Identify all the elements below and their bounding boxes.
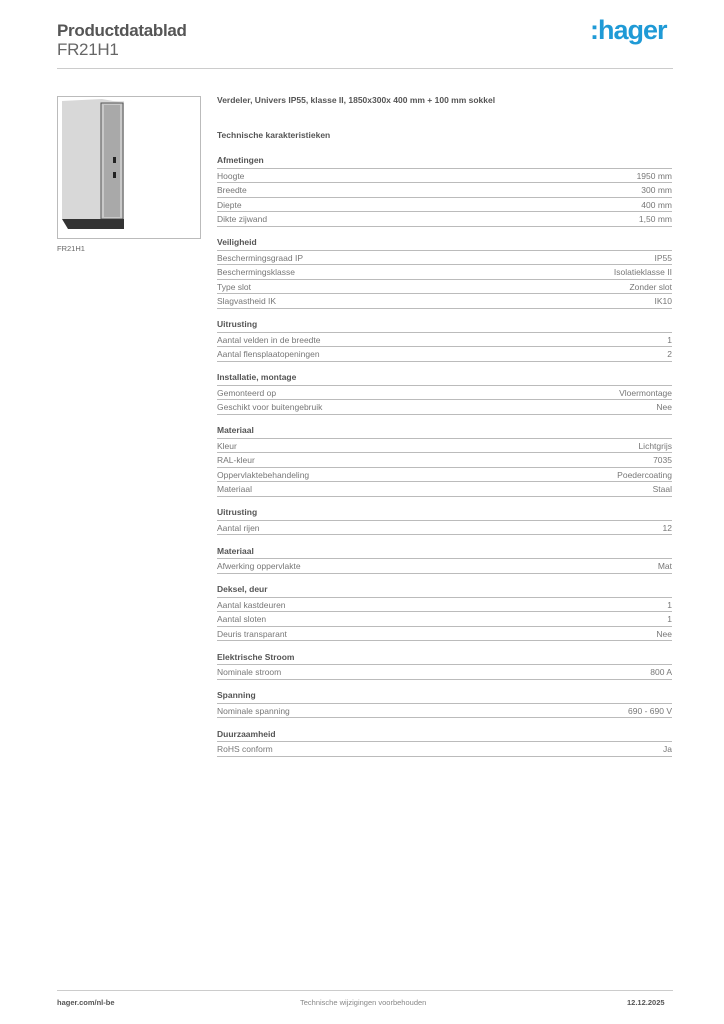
spec-row: [217, 333, 672, 348]
spec-label: RoHS conform: [217, 744, 273, 754]
spec-label: Beschermingsgraad IP: [217, 252, 303, 263]
spec-label: Oppervlaktebehandeling: [217, 469, 310, 480]
spec-section: [217, 582, 672, 641]
product-image: [57, 96, 201, 239]
spec-row: [217, 704, 672, 719]
footer-divider: [57, 990, 673, 991]
section-heading: Installatie, montage: [217, 370, 672, 386]
spec-section: [217, 423, 672, 497]
spec-value: Nee: [656, 628, 672, 639]
spec-value: 2: [667, 349, 672, 359]
spec-value: 1,50 mm: [638, 214, 672, 224]
footer-date: 12.12.2025: [627, 998, 665, 1007]
spec-row: [217, 612, 672, 627]
spec-row: [217, 265, 672, 280]
spec-row: [217, 439, 672, 454]
spec-value: Staal: [652, 484, 672, 494]
spec-label: Gemonteerd op: [217, 387, 277, 398]
spec-row: [217, 251, 672, 266]
spec-section: [217, 153, 672, 227]
spec-value: IP55: [654, 252, 672, 263]
section-heading: Afmetingen: [217, 153, 672, 169]
spec-row: [217, 627, 672, 642]
spec-value: Vloermontage: [619, 387, 672, 398]
section-heading: Spanning: [217, 688, 672, 704]
spec-row: [217, 665, 672, 680]
spec-row: [217, 559, 672, 574]
spec-label: Slagvastheid IK: [217, 296, 277, 306]
spec-value: 1: [667, 599, 672, 610]
spec-section: [217, 650, 672, 680]
spec-table: [217, 153, 672, 765]
spec-row: [217, 198, 672, 213]
spec-label: Diepte: [217, 199, 242, 210]
spec-row: [217, 453, 672, 468]
spec-label: Type slot: [217, 281, 252, 292]
spec-section: [217, 505, 672, 535]
spec-row: [217, 400, 672, 415]
spec-label: Hoogte: [217, 170, 245, 181]
spec-label: Deuris transparant: [217, 628, 287, 639]
spec-value: 800 A: [650, 667, 672, 677]
section-heading: Materiaal: [217, 423, 672, 439]
spec-value: 7035: [653, 455, 672, 465]
spec-row: [217, 212, 672, 227]
spec-label: Geschikt voor buitengebruik: [217, 402, 323, 412]
spec-value: 1: [667, 334, 672, 345]
spec-label: Aantal velden in de breedte: [217, 334, 321, 345]
spec-value: Poedercoating: [617, 469, 672, 480]
spec-row: [217, 183, 672, 198]
product-code: FR21H1: [57, 40, 119, 59]
spec-label: Kleur: [217, 440, 237, 451]
spec-value: Isolatieklasse II: [613, 267, 672, 277]
image-caption: FR21H1: [57, 244, 85, 253]
section-heading: Duurzaamheid: [217, 727, 672, 743]
section-heading: Materiaal: [217, 544, 672, 560]
spec-section: [217, 544, 672, 574]
spec-row: [217, 482, 672, 497]
spec-label: Materiaal: [217, 484, 252, 494]
spec-label: Aantal rijen: [217, 522, 260, 533]
footer-note: Technische wijzigingen voorbehouden: [300, 998, 427, 1007]
spec-value: Zonder slot: [629, 281, 672, 292]
spec-value: 690 - 690 V: [628, 705, 672, 716]
spec-value: 12: [662, 522, 672, 533]
page-title: Productdatablad: [57, 21, 187, 40]
header-divider: [57, 68, 673, 69]
spec-label: Aantal sloten: [217, 614, 267, 624]
section-heading: Elektrische Stroom: [217, 650, 672, 666]
spec-value: 400 mm: [641, 199, 672, 210]
spec-row: [217, 169, 672, 184]
spec-label: Beschermingsklasse: [217, 267, 295, 277]
spec-value: Lichtgrijs: [638, 440, 672, 451]
spec-row: [217, 386, 672, 401]
spec-row: [217, 598, 672, 613]
spec-row: [217, 280, 672, 295]
section-heading: Deksel, deur: [217, 582, 672, 598]
spec-row: [217, 294, 672, 309]
spec-value: 300 mm: [641, 185, 672, 195]
spec-row: [217, 742, 672, 757]
spec-section: [217, 727, 672, 757]
section-heading: Uitrusting: [217, 505, 672, 521]
tech-heading: Technische karakteristieken: [217, 130, 331, 140]
spec-value: 1: [667, 614, 672, 624]
spec-label: Afwerking oppervlakte: [217, 561, 301, 571]
spec-section: [217, 235, 672, 309]
spec-value: IK10: [654, 296, 672, 306]
section-heading: Uitrusting: [217, 317, 672, 333]
spec-label: RAL-kleur: [217, 455, 255, 465]
footer-website[interactable]: hager.com/nl-be: [57, 998, 115, 1007]
hager-logo: :hager: [590, 15, 667, 45]
spec-label: Nominale spanning: [217, 705, 290, 716]
section-heading: Veiligheid: [217, 235, 672, 251]
spec-row: [217, 347, 672, 362]
spec-label: Dikte zijwand: [217, 214, 268, 224]
spec-section: [217, 370, 672, 415]
spec-value: 1950 mm: [636, 170, 672, 181]
spec-section: [217, 688, 672, 718]
spec-section: [217, 317, 672, 362]
spec-row: [217, 521, 672, 536]
spec-row: [217, 468, 672, 483]
spec-value: Ja: [663, 744, 672, 754]
spec-label: Aantal flensplaatopeningen: [217, 349, 320, 359]
spec-label: Aantal kastdeuren: [217, 599, 286, 610]
spec-value: Mat: [657, 561, 672, 571]
spec-label: Breedte: [217, 185, 247, 195]
spec-label: Nominale stroom: [217, 667, 282, 677]
spec-value: Nee: [656, 402, 672, 412]
product-description: Verdeler, Univers IP55, klasse II, 1850x300x 400 mm + 100 mm sokkel: [217, 95, 496, 105]
